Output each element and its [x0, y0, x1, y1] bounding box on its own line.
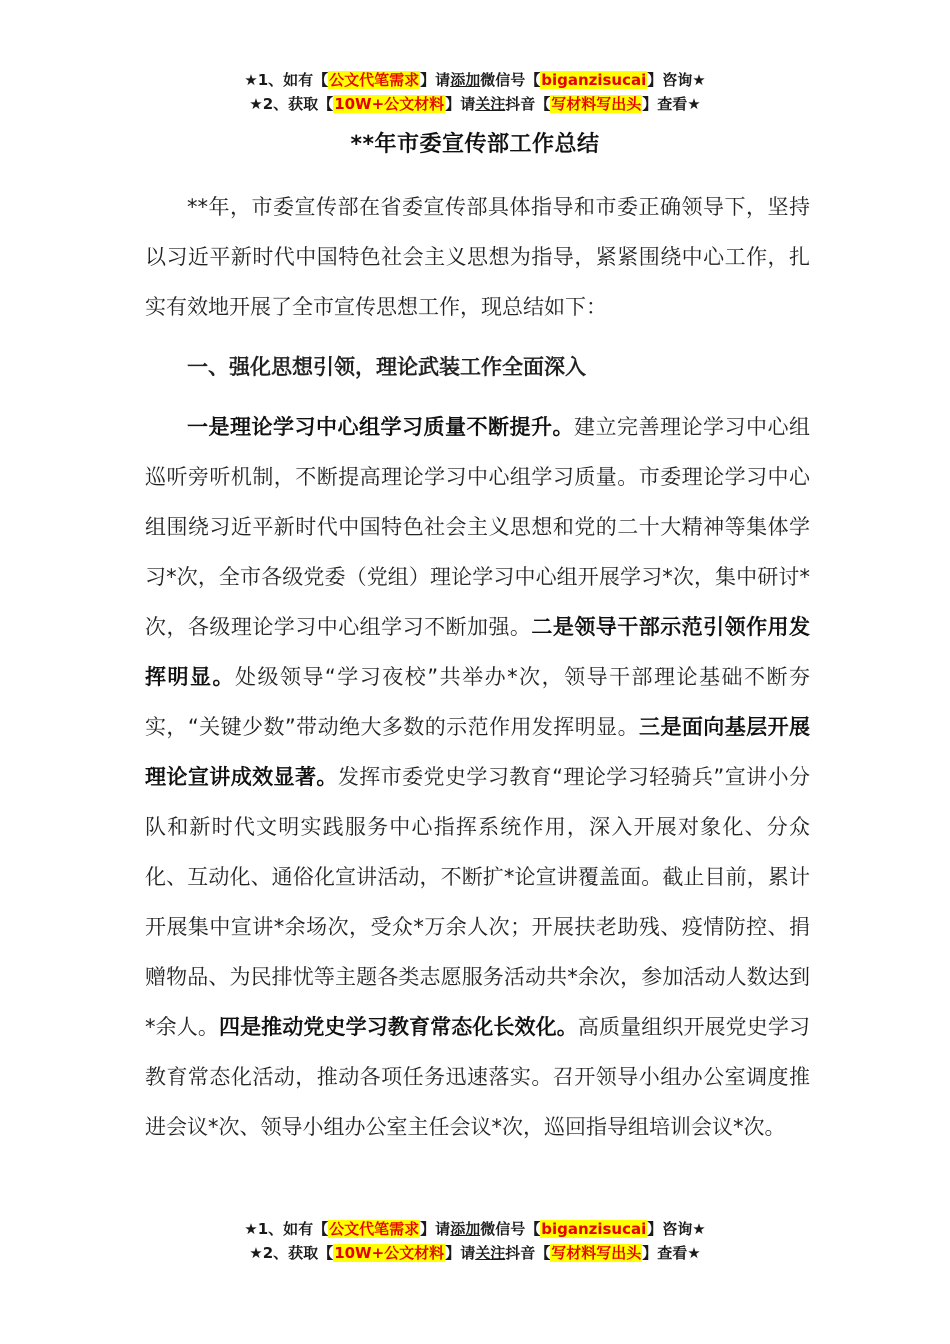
highlight-wechat-id: biganzisucai [541, 71, 647, 89]
promo-line-2 [0, 1241, 950, 1265]
highlight-service: 公文代笔需求 [329, 1220, 420, 1238]
promo-banner-bottom [0, 1217, 950, 1265]
section-heading: 一、强化思想引领，理论武装工作全面深入 [187, 355, 586, 379]
promo-text: 抖音【 [505, 1244, 551, 1262]
promo-text: ★1、如有【 [244, 1220, 329, 1238]
point-4-text: 高质量组织开展党史学习教育常态化活动，推动各项任务迅速落实。召开领导小组办公室调度推进会议*次、领导小组办公室主任会议*次，巡回指导组培训会议*次。 [145, 1015, 811, 1139]
highlight-wechat-id: biganzisucai [541, 1220, 647, 1238]
promo-line-2 [0, 92, 950, 116]
promo-text: 】咨询★ [647, 71, 706, 89]
promo-text: 】查看★ [642, 1244, 701, 1262]
highlight-materials: 10W+公文材料 [334, 1244, 445, 1262]
point-2-lead: 二是领导干部示范引领作用发挥明显。 [145, 615, 811, 689]
promo-text-underlined: 关注 [475, 1244, 506, 1262]
promo-text: 】请 [445, 1244, 476, 1262]
promo-text: 】请 [420, 1220, 451, 1238]
promo-text: ★1、如有【 [244, 71, 329, 89]
promo-text: 】咨询★ [647, 1220, 706, 1238]
highlight-service: 公文代笔需求 [329, 71, 420, 89]
highlight-douyin-id: 写材料写出头 [551, 95, 642, 113]
promo-text-underlined: 添加 [450, 1220, 481, 1238]
intro-paragraph: **年，市委宣传部在省委宣传部具体指导和市委正确领导下，坚持以习近平新时代中国特色社会主义思想为指导，紧紧围绕中心工作，扎实有效地开展了全市宣传思想工作，现总结如下： [145, 195, 810, 319]
promo-text: 】查看★ [642, 95, 701, 113]
promo-text: ★2、获取【 [249, 1244, 334, 1262]
promo-text: ★2、获取【 [249, 95, 334, 113]
promo-text: 】请 [420, 71, 451, 89]
body-paragraph [145, 402, 810, 1152]
highlight-materials: 10W+公文材料 [334, 95, 445, 113]
promo-text: 】请 [445, 95, 476, 113]
point-3-text: 发挥市委党史学习教育“理论学习轻骑兵”宣讲小分队和新时代文明实践服务中心指挥系统作用，深入开展对象化、分众化、互动化、通俗化宣讲活动，不断扩*论宣讲覆盖面。截止目前，累计开展集中宣讲*余场次，受众*万余人次；开展扶老助残、疫情防控、捐赠物品、为民排忧等主题各类志愿服务活动共*余次，参加活动人数达到*余人。 [145, 765, 810, 1039]
promo-line-1 [0, 68, 950, 92]
document-title: **年市委宣传部工作总结 [350, 132, 600, 157]
promo-line-1 [0, 1217, 950, 1241]
promo-banner-top [0, 68, 950, 116]
highlight-douyin-id: 写材料写出头 [551, 1244, 642, 1262]
document-body [145, 182, 810, 1152]
promo-text: 微信号【 [480, 71, 541, 89]
point-1-text: 建立完善理论学习中心组巡听旁听机制，不断提高理论学习中心组学习质量。市委理论学习中心组围绕习近平新时代中国特色社会主义思想和党的二十大精神等集体学习*次，全市各级党委（党组）理论学习中心组开展学习*次，集中研讨*次，各级理论学习中心组学习不断加强。 [145, 415, 810, 639]
point-4-lead: 四是推动党史学习教育常态化长效化。 [218, 1015, 578, 1039]
promo-text: 抖音【 [505, 95, 551, 113]
promo-text-underlined: 添加 [450, 71, 481, 89]
promo-text-underlined: 关注 [475, 95, 506, 113]
point-1-lead: 一是理论学习中心组学习质量不断提升。 [187, 415, 574, 439]
promo-text: 微信号【 [480, 1220, 541, 1238]
point-3-lead: 三是面向基层开展理论宣讲成效显著。 [145, 715, 811, 789]
point-2-text: 处级领导“学习夜校”共举办*次，领导干部理论基础不断夯实，“关键少数”带动绝大多数的示范作用发挥明显。 [145, 665, 810, 739]
